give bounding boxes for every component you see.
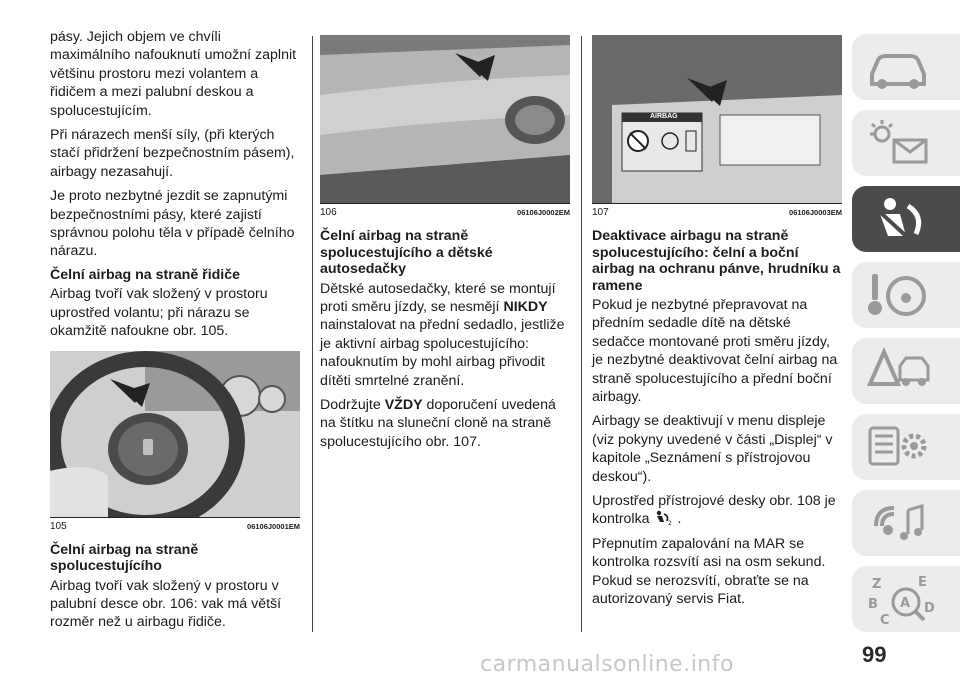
airbag-label-text: AIRBAG	[650, 113, 678, 120]
multimedia-icon	[866, 496, 936, 550]
paragraph: Při nárazech menší síly, (při kterých stačí přidržení bezpečnostním pásem), airbagy nezasahují.	[50, 127, 295, 180]
section-heading: Čelní airbag na straně řidiče	[50, 266, 241, 283]
figure-105-steering-wheel-airbag	[50, 351, 300, 517]
paragraph-text: Dětské autosedačky, které se montují proti směru jízdy, se nesmějí	[320, 280, 556, 315]
emphasis-text: NIKDY	[503, 298, 548, 315]
paragraph: Je proto nezbytné jezdit se zapnutými bezpečnostními pásy, které zajistí správnou polohu těla v případě čelního nárazu.	[50, 188, 295, 260]
paragraph: Přepnutím zapalování na MAR se kontrolka rozsvítí asi na osm sekund. Pokud se nerozsvítí, obraťte se na autorizovaný servis Fiat.	[592, 535, 826, 608]
figure-code: 06106J0002EM	[517, 208, 570, 217]
index-letter: C	[880, 613, 890, 626]
paragraph: Airbag tvoří vak složený v prostoru uprostřed volantu; při nárazu se okamžitě nafoukne obr. 105.	[50, 286, 268, 340]
emphasis-text: VŽDY	[384, 396, 423, 413]
tab-warning-lights[interactable]	[852, 110, 960, 176]
tab-emergency[interactable]	[852, 338, 960, 404]
watermark: carmanualsonline.info	[480, 652, 734, 677]
paragraph	[320, 396, 570, 451]
figure-code: 06106J0001EM	[247, 521, 300, 531]
paragraph-text: doporučení uvedená na štítku na sluneční cloně na straně spolucestujícího obr. 107.	[320, 396, 556, 450]
chapter-tabs	[852, 34, 960, 642]
tab-safety[interactable]	[852, 186, 960, 252]
maintenance-gears-icon	[866, 420, 936, 474]
passenger-airbag-off-icon	[654, 510, 674, 526]
warning-lights-icon	[866, 116, 936, 170]
key-steering-wheel-icon	[866, 268, 936, 322]
paragraph: Airbagy se deaktivují v menu displeje (viz pokyny uvedené v části „Displej“ v kapitole „Seznámení s přístrojovou deskou“).	[592, 413, 833, 485]
section-heading: Čelní airbag na straně spolucestujícího	[50, 541, 199, 575]
index-letter: Z	[872, 577, 882, 592]
index-letter: E	[918, 575, 927, 590]
car-icon	[866, 40, 936, 94]
breakdown-triangle-icon	[866, 344, 936, 398]
svg-text:2: 2	[667, 520, 672, 527]
figure-number: 105	[50, 520, 67, 532]
paragraph-text: Dodržujte	[320, 396, 381, 413]
tab-getting-to-know-car[interactable]	[852, 34, 960, 100]
text-column-1	[50, 28, 300, 638]
text-column-3	[592, 35, 842, 615]
paragraph-text: nainstalovat na přední sedadlo, jestliže je aktivní airbag spolucestujícího: nafouknutím by mohl airbag přivodit dítěti smrtelné zranění.	[320, 317, 565, 389]
paragraph	[320, 280, 570, 390]
seatbelt-airbag-icon	[866, 192, 936, 246]
figure-107-sun-visor-label	[592, 35, 842, 203]
tab-multimedia[interactable]	[852, 490, 960, 556]
paragraph-text: Uprostřed přístrojové desky obr. 108 je kontrolka	[592, 493, 836, 528]
tab-maintenance[interactable]	[852, 414, 960, 480]
page-number: 99	[862, 642, 887, 667]
alphabetical-index-icon	[866, 572, 936, 626]
section-heading: Deaktivace airbagu na straně spolucestujícího: čelní a boční airbag na ochranu pánve, hrudníku a ramene	[592, 228, 841, 294]
index-letter: D	[924, 601, 935, 616]
tab-index[interactable]	[852, 566, 960, 632]
paragraph: pásy. Jejich objem ve chvíli maximálního nafouknutí umožní zaplnit většinu prostoru mezi volantem a řidičem a mezi palubní deskou a spolucestujícím.	[50, 29, 297, 119]
column-divider	[581, 36, 582, 632]
figure-number: 106	[320, 207, 337, 218]
figure-number: 107	[592, 207, 609, 218]
index-letter: A	[900, 596, 911, 611]
figure-106-passenger-airbag	[320, 35, 570, 203]
section-heading: Čelní airbag na straně spolucestujícího a dětské autosedačky	[320, 228, 493, 277]
paragraph	[592, 492, 842, 529]
text-column-2	[320, 35, 570, 457]
figure-code: 06106J0003EM	[789, 208, 842, 217]
paragraph: Pokud je nezbytné přepravovat na předním sedadle dítě na dětské sedačce montované proti směru jízdy, je nezbytné deaktivovat čelní airbag na straně spolucestujícího a přední boční airbagy.	[592, 297, 838, 406]
paragraph: Airbag tvoří vak složený v prostoru v palubní desce obr. 106: vak má větší rozměr než u airbagu řidiče.	[50, 577, 282, 631]
figure-caption	[592, 203, 842, 218]
figure-caption	[320, 203, 570, 218]
column-divider	[312, 36, 313, 632]
tab-starting-driving[interactable]	[852, 262, 960, 328]
paragraph-text: .	[677, 511, 682, 528]
index-letter: B	[868, 597, 878, 612]
figure-caption	[50, 517, 300, 532]
